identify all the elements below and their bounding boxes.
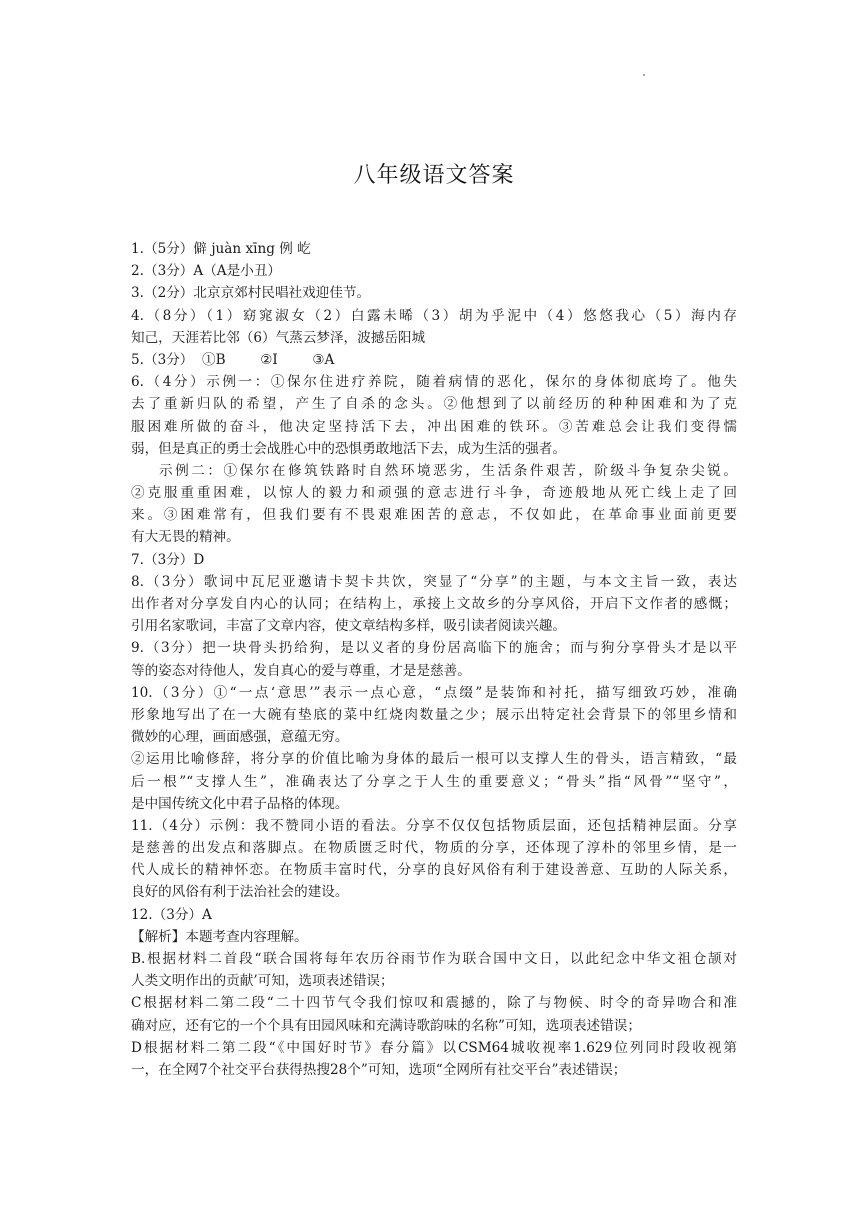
answer-q4-cont: 知己，天涯若比邻（6）气蒸云梦泽，波撼岳阳城	[131, 329, 426, 346]
answer-q10-cont: 是中国传统文化中君子品格的体现。	[131, 795, 349, 812]
answer-q6-cont: 来。③困难常有，但我们要有不畏艰难困苦的意志，不仅如此，在革命事业面前更要	[131, 507, 737, 524]
answer-q11-cont: 良好的风俗有利于法治社会的建设。	[131, 884, 349, 901]
answer-q6-cont: ②克服重重困难，以惊人的毅力和顽强的意志进行斗争，奇迹般地从死亡线上走了回	[131, 485, 737, 502]
answer-q8-cont: 出作者对分享发自内心的认同；在结构上，承接上文故乡的分享风俗，开启下文作者的感慨；	[131, 596, 737, 612]
analysis-option-c-cont: 确对应，还有它的一个个具有田园风味和充满诗歌韵味的名称”可知，选项表述错误；	[131, 1017, 641, 1034]
answer-q9-cont: 等的姿态对待他人，发自真心的爱与尊重，才是是慈善。	[131, 662, 471, 679]
answer-q5: 5.（3分） ①B ②I ③A	[131, 351, 335, 368]
answer-q6-cont: 弱，但是真正的勇士会战胜心中的恐惧勇敢地活下去，成为生活的强者。	[131, 440, 566, 457]
answer-q10-part2: ②运用比喻修辞，将分享的价值比喻为身体的最后一根可以支撑人生的骨头，语言精致，“最	[131, 751, 737, 768]
answer-q3: 3.（2分）北京京郊村民唱社戏迎佳节。	[131, 285, 371, 302]
answer-q10-cont: 形象地写出了在一大碗有垫底的菜中红烧肉数量之少；展示出特定社会背景下的邻里乡情和	[131, 706, 737, 723]
answer-q8: 8.（3分）歌词中瓦尼亚邀请卡契卡共饮，突显了“分享”的主题，与本文主旨一致，表达	[131, 573, 737, 590]
answer-q7: 7.（3分）D	[131, 551, 205, 568]
analysis-option-d: D根据材料二第二段“《中国好时节》春分篇》以CSM64城收视率1.629位列同时段收视第	[131, 1039, 737, 1056]
answer-q10-cont: 后一根”“支撑人生”，准确表达了分享之于人生的重要意义；“骨头”指“风骨”“坚守”，	[131, 773, 737, 790]
analysis-option-b-cont: 人类文明作出的贡献’可知，选项表述错误；	[131, 973, 394, 990]
answer-q6: 6.（4分）示例一：①保尔住进疗养院，随着病情的恶化，保尔的身体彻底垮了。他失	[131, 374, 737, 391]
answer-q10-cont: 微妙的心理，画面感强，意蕴无穷。	[131, 729, 349, 746]
analysis-heading: 【解析】本题考查内容理解。	[131, 928, 308, 945]
answer-q6-example2: 示例二：①保尔在修筑铁路时自然环境恶劣，生活条件艰苦，阶级斗争复杂尖锐。	[159, 462, 737, 479]
answer-q2: 2.（3分）A（A是小丑）	[131, 263, 282, 280]
analysis-option-c: C根据材料二第二段“二十四节气令我们惊叹和震撼的，除了与物候、时令的奇异吻合和准	[131, 995, 737, 1012]
answer-q11-cont: 是慈善的出发点和落脚点。在物质匮乏时代，物质的分享，还体现了淳朴的邻里乡情，是一	[131, 840, 737, 857]
answer-q9: 9.（3分）把一块骨头扔给狗，是以义者的身份居高临下的施舍；而与狗分享骨头才是以平	[131, 640, 737, 657]
answer-q6-cont: 有大无畏的精神。	[131, 529, 240, 546]
answer-q4: 4.（8分）（1）窈窕淑女（2）白露未晞（3）胡为乎泥中（4）悠悠我心（5）海内存	[131, 307, 737, 324]
answer-body	[131, 238, 737, 1081]
answer-q12: 12.（3分）A	[131, 906, 212, 923]
answer-q6-cont: 去了重新归队的希望，产生了自杀的念头。②他想到了以前经历的种种困难和为了克	[131, 396, 737, 413]
answer-q11-cont: 代人成长的精神怀恋。在物质丰富时代，分享的良好风俗有利于建设善意、互助的人际关系，	[131, 862, 737, 879]
analysis-option-b: B.根据材料二首段“联合国将每年农历谷雨节作为联合国中文日，以此纪念中华文祖仓颉对	[131, 951, 737, 967]
page-title: 八年级语文答案	[353, 163, 515, 188]
answer-q8-cont: 引用名家歌词，丰富了文章内容，使文章结构多样，吸引读者阅读兴趣。	[131, 618, 566, 635]
analysis-option-d-cont: 一，在全网7个社交平台获得热搜28个”可知，选项“全网所有社交平台”表述错误；	[131, 1061, 627, 1078]
answer-q1: 1.（5分）僻 juàn xīng 例 屹	[131, 241, 311, 257]
answer-q11: 11.（4分）示例：我不赞同小语的看法。分享不仅仅包括物质层面，还包括精神层面。分享	[131, 817, 737, 834]
answer-q6-cont: 服困难所做的奋斗，他决定坚持活下去，冲出困难的铁环。③苦难总会让我们变得懦	[131, 418, 737, 435]
scan-speck	[643, 74, 645, 76]
answer-q10: 10.（3分）①“一点‘意思’”表示一点心意，“点缀”是装饰和衬托，描写细致巧妙，准确	[131, 684, 737, 701]
